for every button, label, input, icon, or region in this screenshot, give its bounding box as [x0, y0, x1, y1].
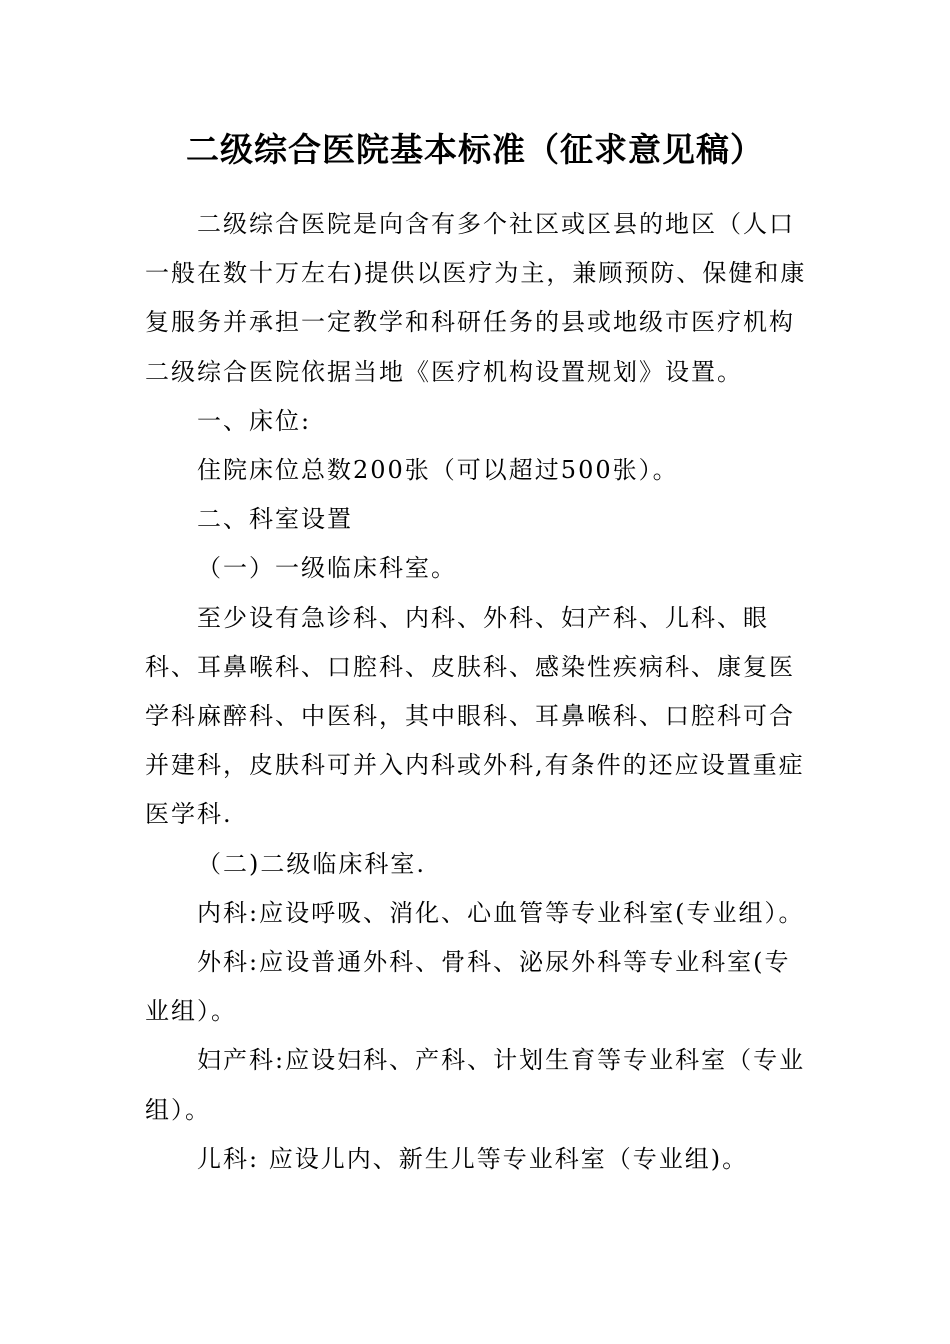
document-body [145, 200, 810, 1184]
surgery-paragraph: 外科:应设普通外科、骨科、泌尿外科等专业科室(专业组）。 [145, 948, 791, 1026]
subsection-heading-second-level: （二)二级临床科室. [197, 849, 426, 878]
internal-medicine-paragraph: 内科:应设呼吸、消化、心血管等专业科室(专业组）。 [197, 898, 805, 927]
beds-paragraph: 住院床位总数200张（可以超过500张）。 [197, 456, 679, 485]
pediatrics-paragraph: 儿科: 应设儿内、新生儿等专业科室（专业组)。 [197, 1144, 749, 1173]
subsection-heading-first-level: （一）一级临床科室。 [197, 554, 457, 583]
section-heading-departments: 二、科室设置 [197, 505, 353, 534]
section-heading-beds: 一、床位: [197, 406, 312, 435]
first-level-departments-paragraph: 至少设有急诊科、内科、外科、妇产科、儿科、眼科、耳鼻喉科、口腔科、皮肤科、感染性疾病科、康复医学科麻醉科、中医科，其中眼科、耳鼻喉科、口腔科可合并建科，皮肤科可并入内科或外科,有条件的还应设置重症医学科. [145, 603, 805, 829]
obstetrics-paragraph: 妇产科:应设妇科、产科、计划生育等专业科室（专业组）。 [145, 1046, 806, 1124]
document-title: 二级综合医院基本标准（征求意见稿） [186, 130, 764, 169]
intro-paragraph: 二级综合医院是向含有多个社区或区县的地区（人口一般在数十万左右)提供以医疗为主，兼顾预防、保健和康复服务并承担一定教学和科研任务的县或地级市医疗机构二级综合医院依据当地《医疗机构设置规划》设置。 [145, 210, 807, 386]
